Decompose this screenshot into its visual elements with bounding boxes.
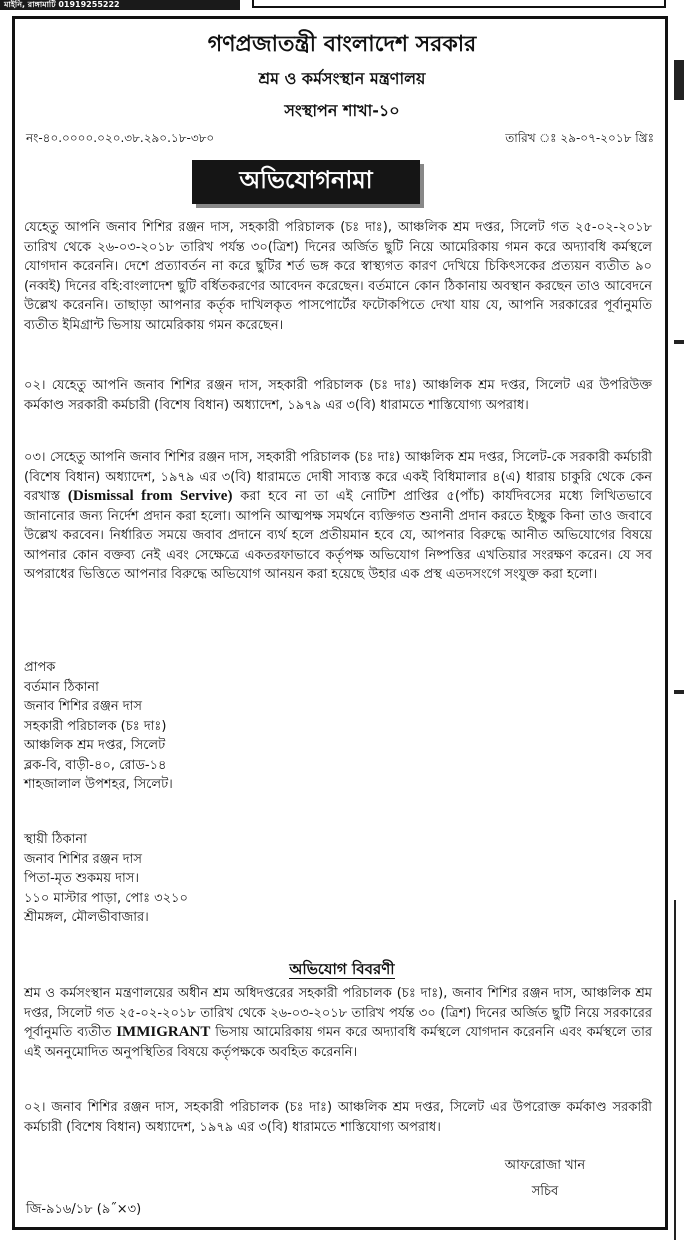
paragraph-3-part-2: করা হবে না তা এই নোটিশ প্রাপ্তির ৫(পাঁচ) কার্যদিবসের মধ্যে লিখিতভাবে জানানোর জন্য নির্দেশ প্রদান করা হলো। আপনি আত্মপক্ষ সমর্থনে ব্যক্তিগত শুনানী প্রদান করতে ইচ্ছুক কিনা তাও জবাবে উল্লেখ করবেন। নির্ধারিত সময়ে জবাব প্রদানে ব্যর্থ হলে প্রতীয়মান হবে যে, আপনার বিরুদ্ধে আনীত অভিযোগের বিষয়ে আপনার কোন বক্তব্য নেই এবং সেক্ষেত্রে একতরফাভাবে কর্তৃপক্ষ অভিযোগ নিষ্পত্তির এখতিয়ার সংরক্ষণ করেন। যে সব অপরাধের ভিত্তিতে আপনার বিরুদ্ধে অভিযোগ আনয়ন করা হয়েছে উহার এক প্রস্থ এতদসংগে সংযুক্ত করা হলো। bbox=[24, 489, 652, 582]
allegation-part-2: ভিসায় আমেরিকায় গমন করে অদ্যাবধি কর্মস্থলে যোগদান করেননি এবং কর্মস্থলে তার এই অননুমোদিত অনুপস্থিতির বিষয়ে কর্তৃপক্ষকে অবহিত করেননি। bbox=[24, 1025, 652, 1060]
address-line: শ্রীমঙ্গল, মৌলভীবাজার। bbox=[24, 910, 149, 925]
ministry-name: শ্রম ও কর্মসংস্থান মন্ত্রণালয় bbox=[258, 69, 426, 88]
notice-title: অভিযোগনামা bbox=[239, 165, 373, 194]
page-edge-mark bbox=[674, 900, 684, 1240]
address-line: ব্লক-বি, বাড়ী-৪০, রোড-১৪ bbox=[24, 757, 167, 773]
section-name: সংস্থাপন শাখা-১০ bbox=[284, 101, 400, 120]
present-address-label: বর্তমান ঠিকানা bbox=[24, 679, 99, 695]
paragraph-1: যেহেতু আপনি জনাব শিশির রঞ্জন দাস, সহকারী পরিচালক (চঃ দাঃ), আঞ্চলিক শ্রম দপ্তর, সিলেট গত ২৫-০২-২০১৮ তারিখ থেকে ২৬-০৩-২০১৮ তারিখ পর্যন্ত ৩০(ত্রিশ) দিনের অর্জিত ছুটি নিয়ে আমেরিকায় গমন করে অদ্যাবধি কর্মস্থলে যোগদান করেননি। দেশে প্রত্যাবর্তন না করে ছুটির শর্ত ভঙ্গ করে স্বাস্থ্যগত কারণ দেখিয়ে চিকিৎসকের প্রত্যয়ন ব্যতীত ৯০ (নব্বই) দিনের বহি:বাংলাদেশ ছুটি বর্ধিতকরণের আবেদন করেছেন। বর্তমানে কোন ঠিকানায় অবস্থান করছেন তাও আবেদনে উল্লেখ করেননি। তাছাড়া আপনার কর্তৃক দাখিলকৃত পাসপোর্টের ফটোকপিতে দেখা যায় যে, আপনি সরকারের পূর্বানুমতি ব্যতীত ইমিগ্রান্ট ভিসায় আমেরিকায় গমন করেছেন। bbox=[24, 220, 652, 333]
address-line: শাহজালাল উপশহর, সিলেট। bbox=[24, 777, 173, 792]
paragraph-2: ০২। যেহেতু আপনি জনাব শিশির রঞ্জন দাস, সহকারী পরিচালক (চঃ দাঃ) আঞ্চলিক শ্রম দপ্তর, সিলেট এর উপরিউক্ত কর্মকাণ্ড সরকারী কর্মচারী (বিশেষ বিধান) অধ্যাদেশ, ১৯৭৯ এর ৩(বি) ধারামতে শাস্তিযোগ্য অপরাধ। bbox=[24, 378, 652, 413]
paragraph-3-english: (Dismissal from Servive) bbox=[67, 488, 233, 504]
signatory-name: আফরোজা খান bbox=[504, 1158, 586, 1173]
page-edge-mark bbox=[674, 690, 684, 694]
signatory-title: সচিব bbox=[531, 1184, 559, 1199]
paragraph-3-part-1: ০৩। সেহেতু আপনি জনাব শিশির রঞ্জন দাস, সহকারী পরিচালক (চঃ দাঃ) আঞ্চলিক শ্রম দপ্তর, সিলেট-কে সরকারী কর্মচারী (বিশেষ বিধান) অধ্যাদেশ, ১৯৭৯ এর ৩(বি) ধারামতে দোষী সাব্যস্ত করে একই বিধিমালার ৪(এ) ধারায় চাকুরি থেকে কেন বরখাস্ত bbox=[24, 450, 652, 504]
paragraph-3 bbox=[24, 448, 652, 585]
notice-date: তারিখ ঃ ২৯-০৭-২০১৮ খ্রিঃ bbox=[505, 131, 654, 145]
page-edge-mark bbox=[674, 340, 684, 344]
header-ad-strip: মাইনি, রাঙ্গামাটি 01919255222 bbox=[0, 0, 240, 10]
permanent-address-block bbox=[24, 830, 188, 928]
recipient-label: প্রাপক bbox=[24, 660, 56, 675]
allegation-part-1: শ্রম ও কর্মসংস্থান মন্ত্রণালয়ের অধীন শ্রম অধিদপ্তরের সহকারী পরিচালক (চঃ দাঃ), জনাব শিশির রঞ্জন দাস, আঞ্চলিক শ্রম দপ্তর, সিলেট গত ২৫-০২-২০১৮ তারিখ থেকে ২৬-০৩-২০১৮ তারিখ পর্যন্ত ৩০ (ত্রিশ) দিনের অর্জিত ছুটি নিয়ে সরকারের পূর্বানুমতি ব্যতীত bbox=[24, 986, 652, 1040]
address-line: জনাব শিশির রঞ্জন দাস bbox=[24, 699, 142, 714]
address-line: জনাব শিশির রঞ্জন দাস bbox=[24, 851, 142, 867]
address-line: আঞ্চলিক শ্রম দপ্তর, সিলেট bbox=[24, 738, 166, 753]
allegation-heading-text: অভিযোগ বিবরণী bbox=[289, 960, 395, 978]
memo-number: নং-৪০.০০০০.০২০.৩৮.২৯০.১৮-৩৮০ bbox=[26, 131, 215, 145]
address-line: পিতা-মৃত শুকময় দাস। bbox=[24, 871, 139, 886]
header-box bbox=[252, 0, 666, 8]
address-line: ১১০ মাস্টার পাড়া, পোঃ ৩২১০ bbox=[24, 890, 188, 906]
notice-title-banner bbox=[192, 160, 420, 204]
government-title: গণপ্রজাতন্ত্রী বাংলাদেশ সরকার bbox=[207, 31, 477, 57]
allegation-paragraph-2: ০২। জনাব শিশির রঞ্জন দাস, সহকারী পরিচালক (চঃ দাঃ) আঞ্চলিক শ্রম দপ্তর, সিলেট এর উপরোক্ত কর্মকাণ্ড সরকারী কর্মচারী (বিশেষ বিধান) অধ্যাদেশ, ১৯৭৯ এর ৩(বি) ধারামতে শাস্তিযোগ্য অপরাধ। bbox=[24, 1100, 652, 1135]
allegation-paragraph-1 bbox=[24, 984, 652, 1062]
allegation-heading bbox=[0, 958, 684, 980]
ad-code: জি-৯১৬/১৮ (৯˝×৩) bbox=[26, 1202, 142, 1217]
permanent-address-label: স্থায়ী ঠিকানা bbox=[24, 832, 87, 847]
top-strip bbox=[0, 0, 684, 10]
address-line: সহকারী পরিচালক (চঃ দাঃ) bbox=[24, 718, 167, 734]
allegation-english: IMMIGRANT bbox=[116, 1024, 211, 1040]
recipient-block bbox=[24, 658, 173, 795]
